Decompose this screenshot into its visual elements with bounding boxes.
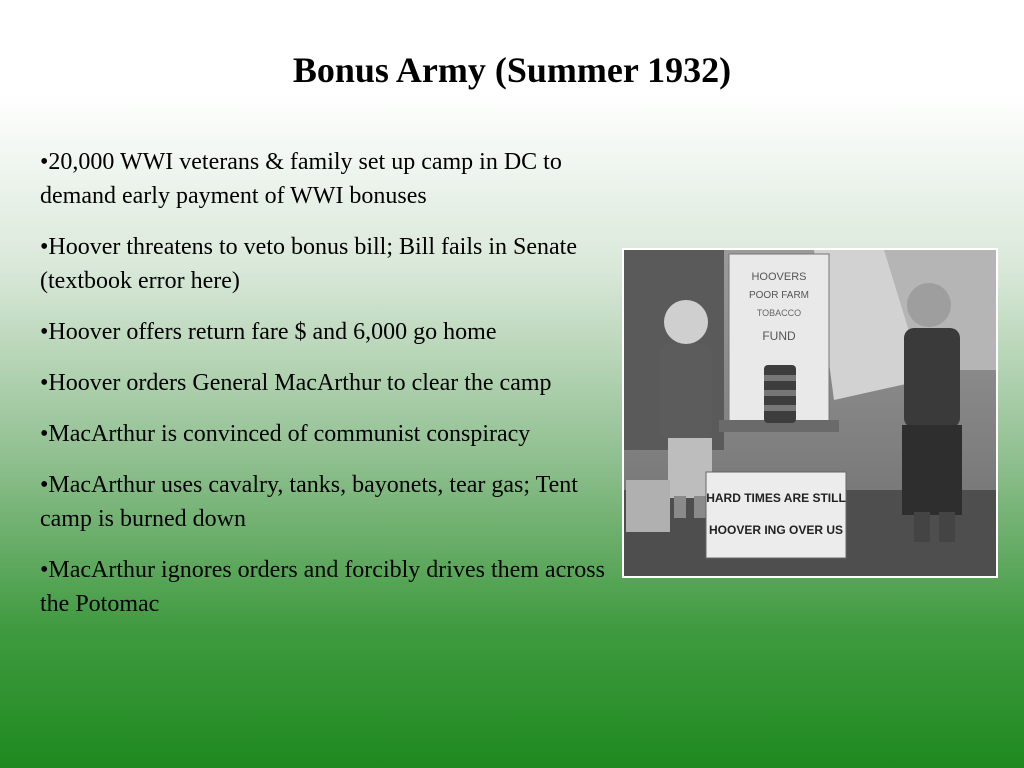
bullet-item: •Hoover orders General MacArthur to clear the camp [40, 370, 552, 396]
historical-photo [622, 248, 998, 578]
bullet-item: •20,000 WWI veterans & family set up camp in DC to demand early payment of WWI bonuses [40, 149, 562, 209]
bullet-list [40, 145, 625, 638]
sign-text: FUND [762, 329, 796, 343]
sign-text: HOOVERS [751, 271, 807, 283]
bullet-item: •Hoover threatens to veto bonus bill; Bill fails in Senate (textbook error here) [40, 234, 577, 294]
photo-illustration [624, 250, 996, 576]
sign-text: HARD TIMES ARE STILL [706, 491, 846, 505]
sign-text: TOBACCO [756, 308, 802, 318]
slide-title: Bonus Army (Summer 1932) [292, 50, 732, 90]
sign-text: HOOVER ING OVER US [708, 523, 844, 537]
bullet-item: •MacArthur is convinced of communist conspiracy [40, 421, 531, 447]
bucket [626, 480, 670, 532]
bullet-item: •MacArthur uses cavalry, tanks, bayonets, tear gas; Tent camp is burned down [40, 472, 578, 532]
sign-hard-times [706, 472, 846, 558]
bullet-item: •MacArthur ignores orders and forcibly drives them across the Potomac [40, 557, 605, 617]
bullet-item: •Hoover offers return fare $ and 6,000 go home [40, 319, 497, 345]
sign-text: POOR FARM [748, 290, 810, 301]
